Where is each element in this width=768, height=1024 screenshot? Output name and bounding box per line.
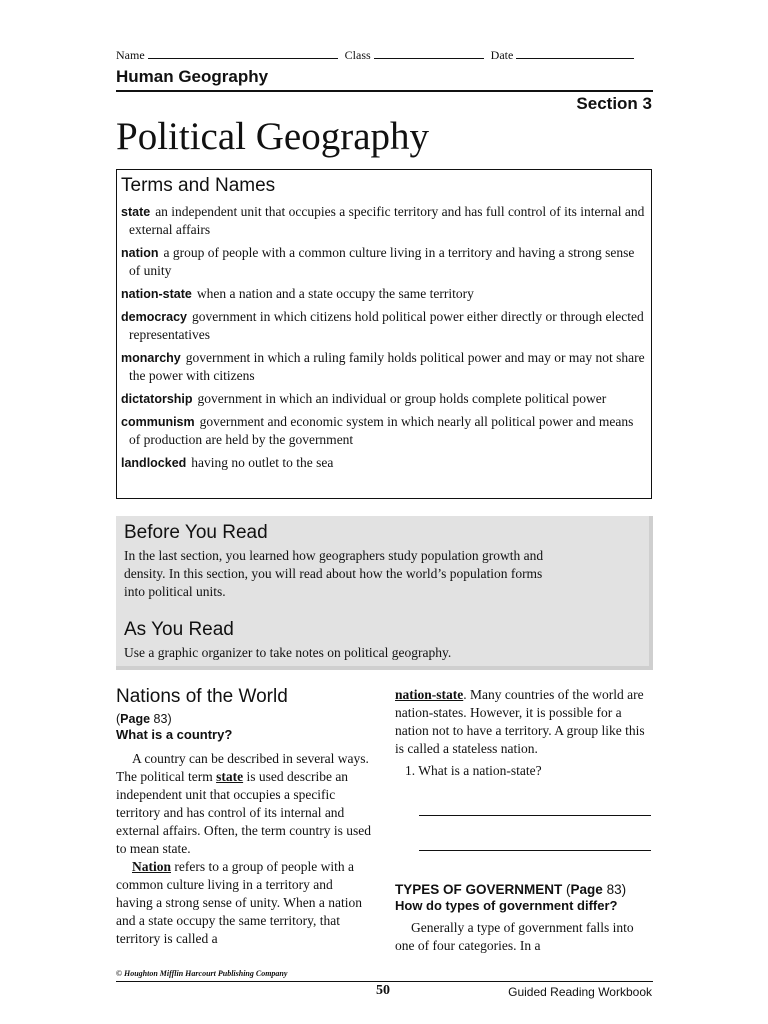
- term-entry: [121, 390, 647, 408]
- term-entry: [121, 203, 647, 239]
- term-definition: government in which a ruling family holds political power and may or may not share the power with citizens: [129, 350, 645, 383]
- footer-rule: [116, 981, 653, 982]
- terms-heading: Terms and Names: [121, 175, 276, 196]
- term-state: state: [216, 769, 244, 784]
- types-heading: TYPES OF GOVERNMENT (Page 83): [395, 882, 627, 897]
- term-word: state: [121, 205, 151, 219]
- page-reference: (Page 83): [116, 712, 172, 726]
- right-column: [395, 686, 655, 955]
- term-definition: a group of people with a common culture living in a territory and having a strong sense of unity: [129, 245, 635, 278]
- class-field[interactable]: [374, 46, 484, 59]
- nations-question: What is a country?: [116, 727, 233, 742]
- date-label: Date: [490, 48, 514, 62]
- paragraph-nation-state: nation-state. Many countries of the world are nation-states. However, it is possible for a nation not to have a territory. A group like this is called a stateless nation.: [395, 687, 645, 756]
- left-column: [116, 686, 372, 948]
- term-definition: when a nation and a state occupy the same territory: [196, 286, 474, 301]
- term-word: communism: [121, 415, 195, 429]
- before-you-read-text: In the last section, you learned how geographers study population growth and density. In this section, you will read about how the world’s population forms into political units.: [124, 548, 544, 599]
- types-question: How do types of government differ?: [395, 898, 618, 913]
- reading-box: [116, 516, 653, 670]
- term-definition: government in which an individual or group holds complete political power: [197, 391, 607, 406]
- term-definition: having no outlet to the sea: [191, 455, 334, 470]
- term-entry: [121, 413, 647, 449]
- copyright: © Houghton Mifflin Harcourt Publishing Company: [116, 969, 288, 978]
- subject-title: Human Geography: [116, 67, 269, 86]
- header-rule: [116, 90, 653, 92]
- answer-line-1[interactable]: [419, 814, 651, 816]
- term-entry: [121, 244, 647, 280]
- section-label: Section 3: [576, 94, 652, 113]
- term-word: democracy: [121, 310, 188, 324]
- term-word: nation-state: [121, 287, 192, 301]
- terms-list: [121, 203, 647, 472]
- before-you-read-heading: Before You Read: [124, 522, 268, 543]
- name-field[interactable]: [148, 46, 338, 59]
- page-number: 50: [376, 983, 390, 998]
- term-word: dictatorship: [121, 392, 193, 406]
- term-nation-state: nation-state: [395, 687, 464, 702]
- term-entry: [121, 454, 647, 472]
- terms-box: [116, 169, 652, 499]
- paragraph-nation: Nation refers to a group of people with a common culture living in a territory and having a strong sense of unity. When a nation and a state occupy the same territory, that territory is called a: [116, 859, 362, 946]
- class-label: Class: [344, 48, 371, 62]
- term-entry: [121, 349, 647, 385]
- nations-heading: Nations of the World: [116, 686, 288, 707]
- paragraph-types: Generally a type of government falls into one of four categories. In a: [395, 920, 634, 953]
- question-1: 1. What is a nation-state?: [405, 763, 542, 778]
- term-nation: Nation: [132, 859, 172, 874]
- as-you-read-heading: As You Read: [124, 619, 234, 640]
- date-field[interactable]: [516, 46, 634, 59]
- as-you-read-text: Use a graphic organizer to take notes on political geography.: [124, 645, 452, 660]
- term-entry: [121, 308, 647, 344]
- term-definition: government in which citizens hold political power either directly or through elected representatives: [129, 309, 644, 342]
- name-label: Name: [116, 48, 145, 62]
- term-word: landlocked: [121, 456, 187, 470]
- term-definition: government and economic system in which nearly all political power and means of production are held by the government: [129, 414, 634, 447]
- workbook-title: Guided Reading Workbook: [508, 985, 652, 999]
- page-title: Political Geography: [116, 115, 430, 158]
- answer-line-2[interactable]: [419, 849, 651, 851]
- term-entry: [121, 285, 647, 303]
- term-word: nation: [121, 246, 159, 260]
- name-class-date-line: [116, 46, 652, 63]
- term-word: monarchy: [121, 351, 181, 365]
- paragraph-country: A country can be described in several ways. The political term state is used describe an independent unit that occupies a specific territory and has control of its internal and external affairs. Often, the term country is used to mean state.: [116, 751, 372, 856]
- term-definition: an independent unit that occupies a specific territory and has full control of its internal and external affairs: [129, 204, 645, 237]
